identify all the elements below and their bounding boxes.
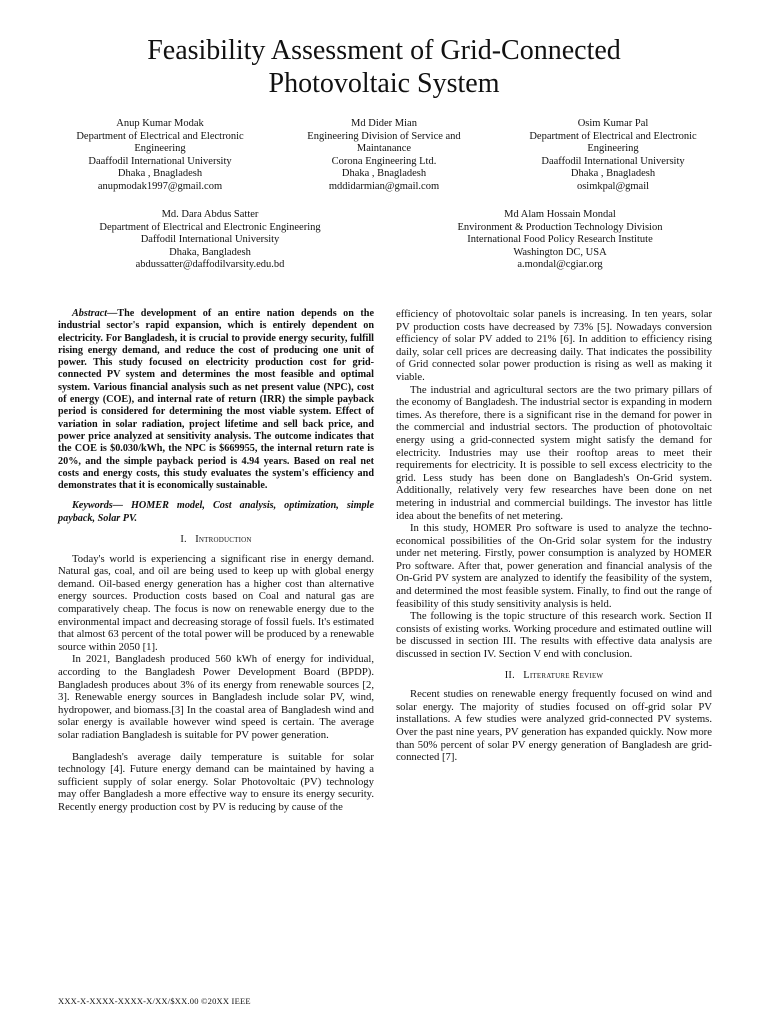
- author-name: Anup Kumar Modak: [116, 118, 204, 129]
- author-affiliation: Dhaka , Bnagladesh: [117, 168, 203, 179]
- right-column: [396, 308, 712, 764]
- author-email: a.mondal@cgiar.org: [517, 259, 603, 270]
- author-email: anupmodak1997@gmail.com: [97, 180, 223, 192]
- author-affiliation: Daaffodil International University: [88, 155, 232, 167]
- author-affiliation: International Food Policy Research Institute: [467, 234, 653, 245]
- author-affiliation: Department of Electrical and Electronic Engineering: [99, 221, 321, 233]
- author-affiliation: Department of Electrical and Electronic: [76, 130, 244, 142]
- author-affiliation: Engineering: [587, 143, 639, 154]
- author-block-4: [60, 209, 360, 272]
- author-affiliation: Maintanance: [356, 143, 412, 154]
- author-affiliation: Dhaka , Bnagladesh: [570, 168, 656, 179]
- paper-title: [40, 34, 728, 100]
- title-line-2: Photovoltaic System: [268, 68, 500, 99]
- keywords-label: Keywords—: [72, 500, 123, 512]
- body-paragraph: The industrial and agricultural sectors are the two primary pillars of the economy of Bangladesh. The industrial sector is expanding in modern times. As therefore, there is a significant rise in the demand for power in the commercial and industrial sectors. The production of photovoltaic energy using a grid-connected system might satisfy the demand for electricity. Industries may use their rooftop areas to meet their requirements for electricity. It is possible to sell excess electricity to the grid. Less study has been done on Bangladesh's On-Grid system. Additionally, relatively very few researches have been done on net metering in industrial and commercial buildings. The investor has little idea about the benefits of net metering.: [396, 383, 712, 522]
- body-paragraph: The following is the topic structure of this research work. Section II consists of existing works. Working procedure and estimated outline will be discussed in section III. The results with effective data analysis are discussed in section IV. Section V end with conclusion.: [396, 610, 712, 661]
- author-block-2: [268, 118, 500, 193]
- keywords-text: HOMER model, Cost analysis, optimization, simple payback, Solar PV.: [58, 500, 374, 524]
- author-block-5: [410, 209, 710, 272]
- abstract: [58, 308, 374, 492]
- abstract-text: —The development of an entire nation depends on the industrial sector's rapid expansion, which is entirely dependent on electricity. For Bangladesh, it is crucial to provide energy security, fulfill rising energy demand, and reduce the cost of producing one unit of power. This study focused on electricity production cost for grid-connected PV system and determines the most feasible and optimal system. Various financial analysis such as net present value (NPC), cost of energy (COE), and internal rate of return (IRR) the simple payback period is considered for determining the most viable system. Effect of variation in solar radiation, project lifetime and sell back price, and power price analyzed at sensitivity analysis. The outcome indicates that the COE is $0.030/kWh, the NPC is $669955, the internal return rate is 20%, and the simple payback period is 4.94 years. Based on real net costs and energy costs, this study evaluates the system's efficiency and demonstrates that it is economically sustainable.: [58, 308, 374, 492]
- author-affiliation: Daffodil International University: [140, 234, 280, 245]
- section-heading-literature-review: [396, 670, 712, 683]
- author-affiliation: Corona Engineering Ltd.: [331, 155, 437, 167]
- body-paragraph: Bangladesh's average daily temperature is suitable for solar technology [4]. Future energy demand can be maintained by having a sufficient supply of solar energy. Solar Photovoltaic (PV) technology may offer Bangladesh a more effective way to ensure its energy security. Recently energy production cost by PV is reducing by cause of the: [58, 750, 374, 813]
- author-affiliation: Engineering Division of Service and: [307, 130, 461, 142]
- author-affiliation: Daaffodil International University: [541, 155, 685, 167]
- author-block-3: [497, 118, 729, 193]
- copyright-footer: XXX-X-XXXX-XXXX-X/XX/$XX.00 ©20XX IEEE: [58, 996, 251, 1006]
- section-title: Introduction: [195, 534, 252, 546]
- section-title: Literature Review: [523, 669, 604, 681]
- author-name: Osim Kumar Pal: [577, 118, 649, 129]
- author-affiliation: Washington DC, USA: [513, 246, 607, 258]
- author-affiliation: Engineering: [134, 143, 186, 154]
- body-paragraph: Today's world is experiencing a significant rise in energy demand. Natural gas, coal, and oil are being used to keep up with global energy demand. Oil-based energy generation has a higher cost than alternative energy sources. Production costs based on Coal and natural gas are comparatively cheap. The focus is now on renewable energy due to the environmental impact and decreasing storage of fossil fuels. It's estimated that almost 63 percent of the total power will be produced by a renewable source within 2050 [1].: [58, 552, 374, 653]
- author-affiliation: Environment & Production Technology Division: [457, 221, 663, 233]
- author-affiliation: Department of Electrical and Electronic: [529, 130, 697, 142]
- abstract-label: Abstract: [72, 308, 108, 319]
- title-line-1: Feasibility Assessment of Grid-Connected: [147, 35, 621, 66]
- keywords: [58, 500, 374, 525]
- body-paragraph: Recent studies on renewable energy frequently focused on wind and solar energy. The majority of studies focused on off-grid solar PV installations. A few studies were analyzed grid-connected PV systems. Over the past nine years, PV generation has expanded quickly. Now more than 50% percent of solar PV energy generation of Bangladesh are grid-connected [7].: [396, 688, 712, 764]
- author-email: osimkpal@gmail: [576, 180, 650, 192]
- body-paragraph: efficiency of photovoltaic solar panels is increasing. In ten years, solar PV production costs have decreased by 73% [5]. Nowadays conversion efficiency of solar PV added to 21% [6]. In addition to efficiency rising daily, solar cell prices are decreasing daily. That indicates the possibility of Grid connected solar power production is rising as well as making it viable.: [396, 308, 712, 383]
- author-email: mddidarmian@gmail.com: [328, 180, 440, 192]
- body-paragraph: In 2021, Bangladesh produced 560 kWh of energy for individual, according to the Bangladesh Power Development Board (BPDP). Bangladesh produces about 3% of its energy from renewable sources [2, 3]. Renewable energy sources in Bangladesh include solar PV, wind, hydropower, and biomass.[3] In the coastal area of Bangladesh wind and solar energy is available however wind speed is certain. The average solar radiation Bangladesh is suitable for PV power generation.: [58, 653, 374, 741]
- body-paragraph: In this study, HOMER Pro software is used to analyze the techno-economical possibilities of the On-Grid solar system for the industry under net metering. Firstly, power consumption is analyzed by HOMER Pro software. After that, power generation and financial analysis of the On-Grid PV system are analyzed to identify the feasibility of the system, and determined the most feasible system. Finally, to find out the range of feasibility of this study sensitivity analysis is held.: [396, 522, 712, 610]
- author-affiliation: Dhaka , Bnagladesh: [341, 168, 427, 179]
- author-block-1: [44, 118, 276, 193]
- section-number: II.: [504, 669, 515, 681]
- author-affiliation: Dhaka, Bangladesh: [169, 246, 251, 258]
- left-column: [58, 308, 374, 814]
- author-name: Md Alam Hossain Mondal: [504, 209, 616, 220]
- author-email: abdussatter@daffodilvarsity.edu.bd: [135, 259, 285, 270]
- author-name: Md. Dara Abdus Satter: [161, 209, 259, 220]
- section-number: I.: [180, 534, 187, 546]
- section-heading-introduction: [58, 534, 374, 547]
- author-name: Md Dider Mian: [351, 118, 417, 129]
